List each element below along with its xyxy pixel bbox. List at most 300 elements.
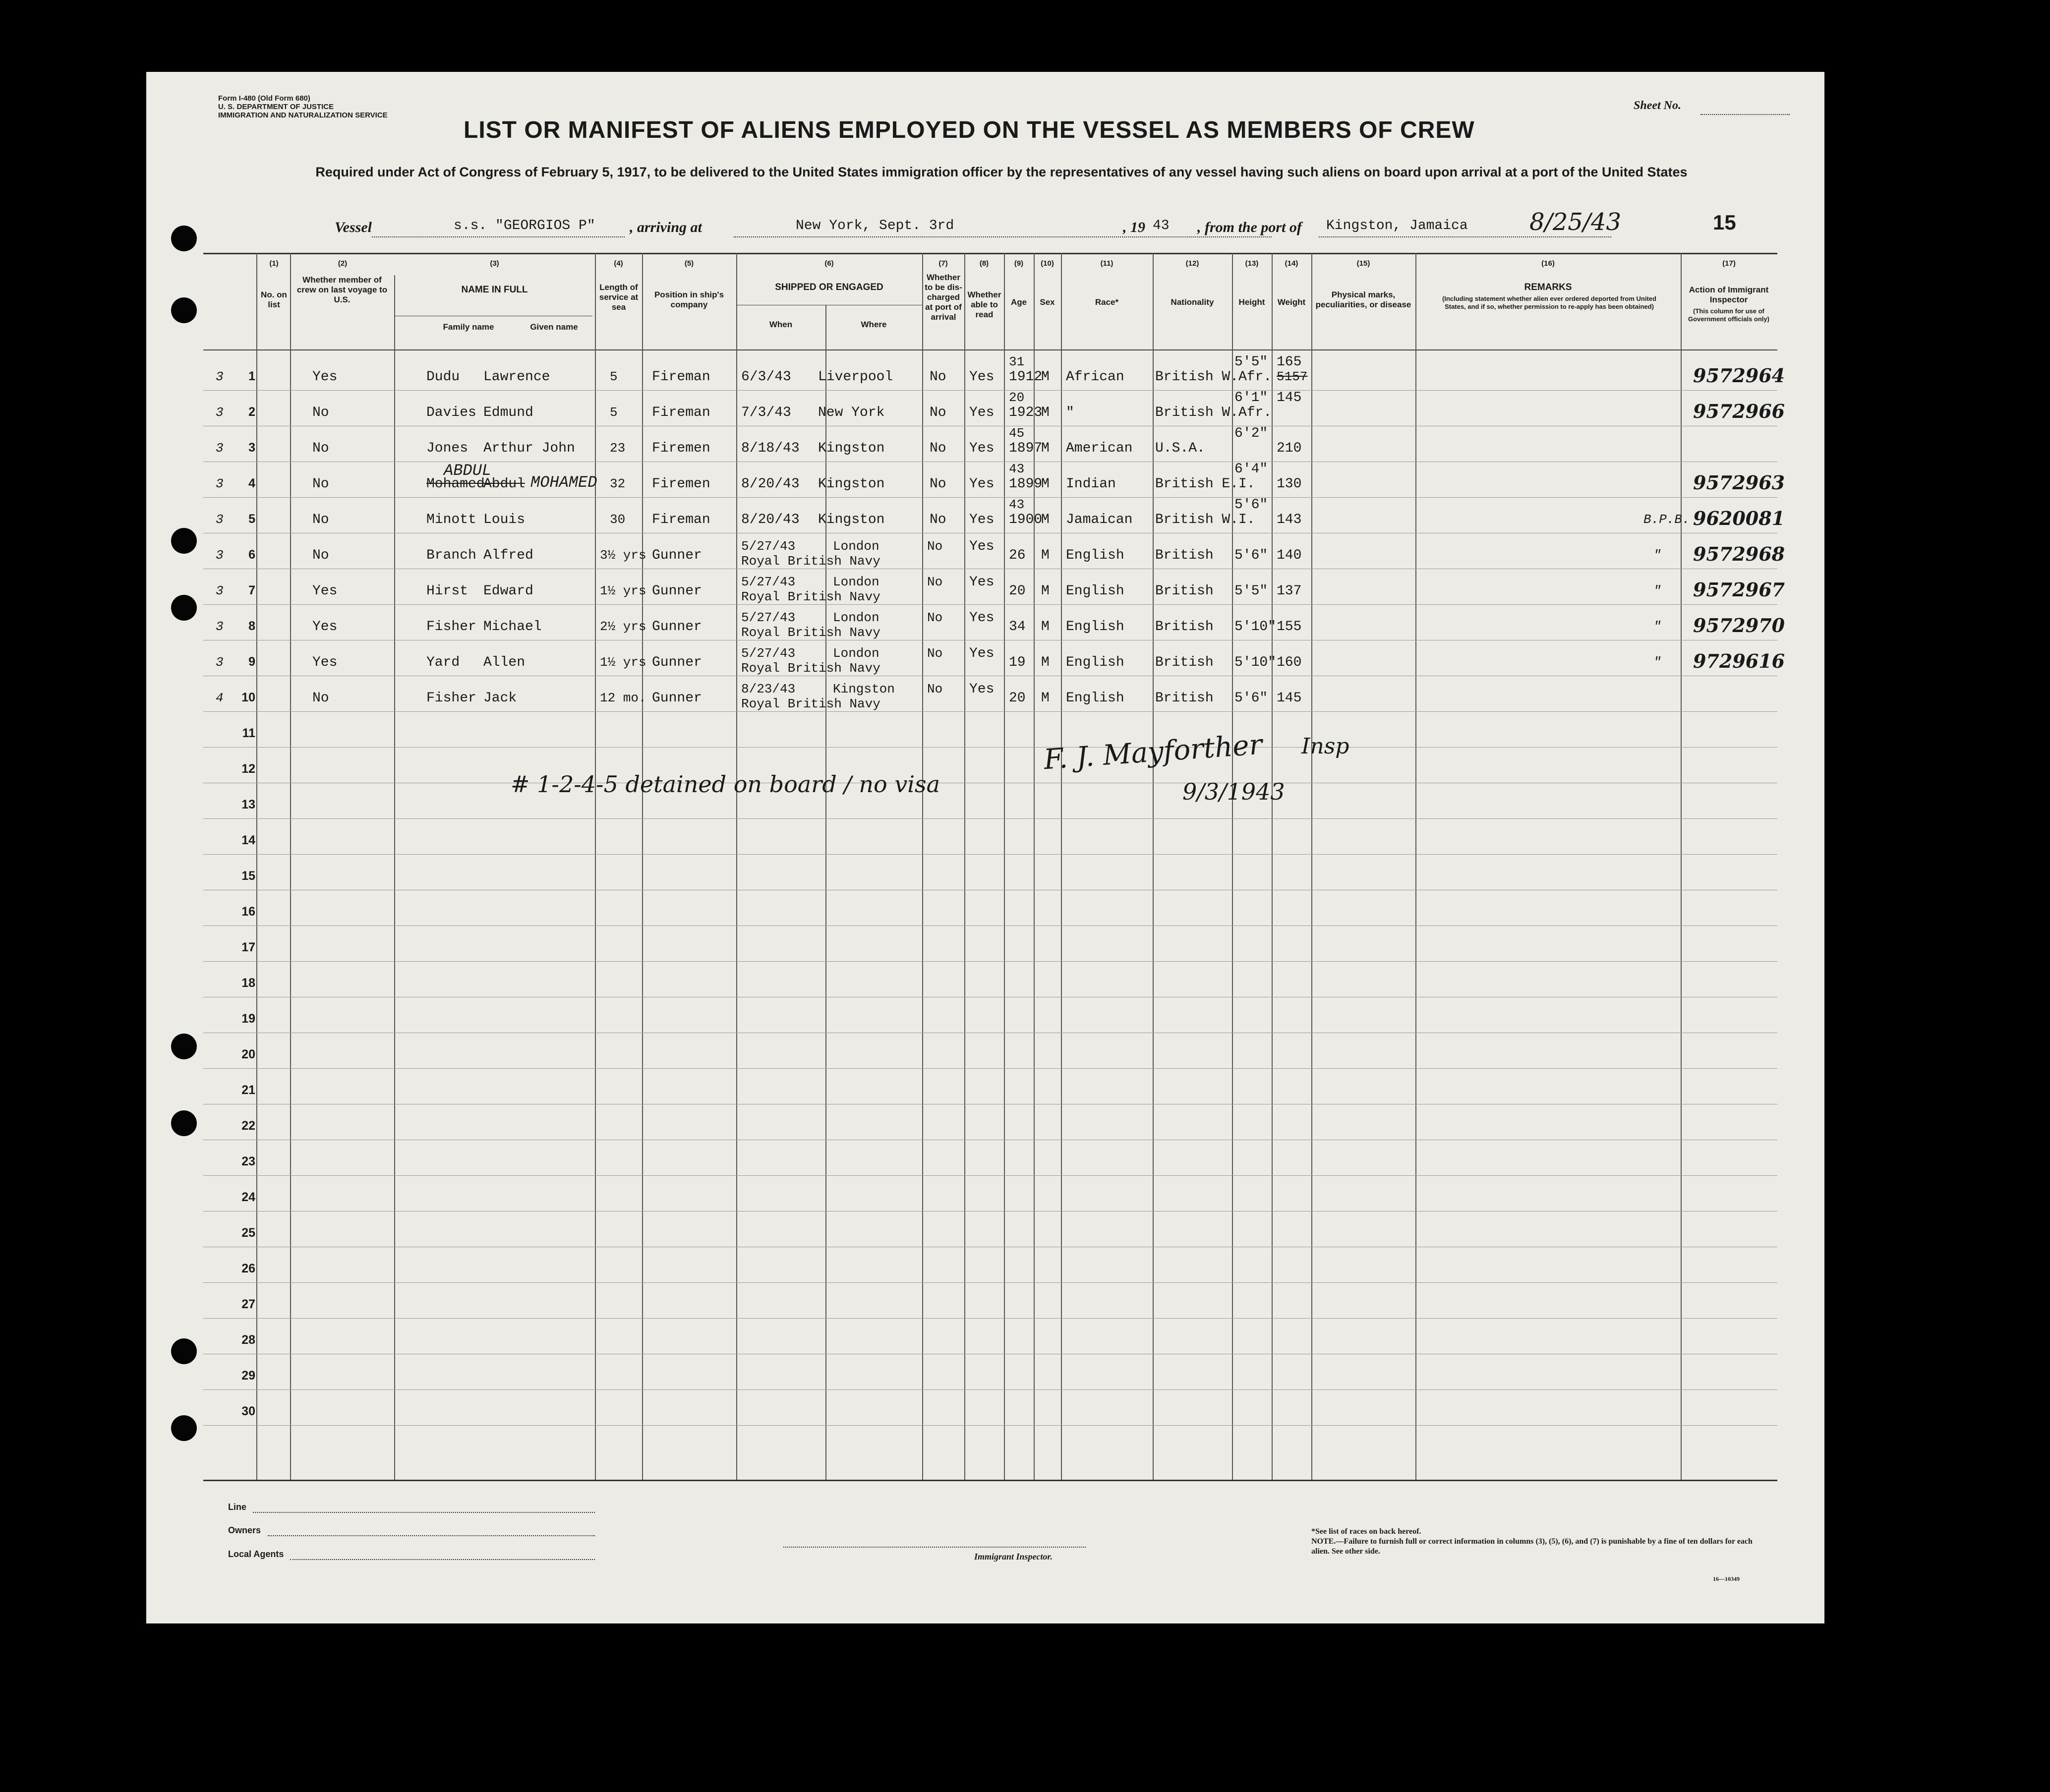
position-cell: Firemen [652, 476, 710, 492]
where-cell: Liverpool [818, 369, 893, 385]
last-voyage-cell: Yes [312, 369, 338, 385]
age-cell: 19 [1009, 655, 1026, 670]
age-cell: 20 [1009, 583, 1026, 599]
column-divider [736, 253, 737, 1480]
row-number: 3 [248, 441, 255, 455]
position-cell: Gunner [652, 619, 702, 635]
departure-port: Kingston, Jamaica [1326, 218, 1468, 233]
row-margin-mark: 3 [216, 441, 224, 456]
last-voyage-cell: No [312, 691, 329, 706]
height-cell: 5'6" [1234, 497, 1268, 513]
position-cell: Gunner [652, 583, 702, 599]
family-name-cell: Yard [426, 655, 460, 670]
header-weight: Weight [1277, 297, 1306, 307]
column-number: (12) [1185, 259, 1199, 268]
when-cell: 5/27/43 [741, 539, 796, 554]
row-rule [203, 1175, 1777, 1176]
header-physical-marks: Physical marks, peculiarities, or disease [1315, 290, 1411, 309]
navy-unit-cell: Royal British Navy [741, 625, 880, 640]
service-length-cell: 3½ yrs [600, 548, 646, 563]
header-last-voyage: Whether member of crew on last voyage to U.S. [296, 275, 388, 304]
inspector-control-number: 9620081 [1693, 507, 1785, 529]
given-name-cell: Allen [483, 655, 526, 670]
sex-cell: M [1041, 512, 1050, 527]
row-number: 14 [241, 833, 255, 847]
sex-cell: M [1041, 655, 1050, 670]
table-header-bottom [203, 349, 1777, 350]
service-length-cell: 32 [610, 476, 626, 491]
remarks-cell: " [1653, 619, 1661, 634]
weight-cell: 130 [1277, 476, 1302, 492]
from-port-line [1319, 236, 1611, 237]
service-length-cell: 5 [610, 405, 618, 420]
penalty-note: NOTE.—Failure to furnish full or correct information in columns (3), (5), (6), and (7) is punishable by a fine of ten dollars for each alien. See other side. [1311, 1537, 1753, 1556]
row-number: 24 [241, 1190, 255, 1204]
column-divider [1232, 253, 1233, 1480]
discharged-cell: No [927, 610, 943, 625]
given-name-cell: Abdul [483, 476, 526, 492]
column-number: (7) [938, 259, 948, 268]
nationality-cell: British [1155, 548, 1214, 563]
header-height: Height [1238, 297, 1265, 307]
column-divider [1004, 253, 1005, 1480]
birth-year-cell: 1899 [1009, 476, 1043, 492]
arriving-label: , arriving at [630, 219, 702, 235]
header-length-of-service: Length of service at sea [599, 283, 639, 312]
position-cell: Fireman [652, 369, 710, 385]
navy-unit-cell: Royal British Navy [741, 554, 880, 569]
header-shipped-or-engaged: SHIPPED OR ENGAGED [775, 282, 883, 292]
column-divider [290, 253, 291, 1480]
family-name-cell: Fisher [426, 691, 476, 706]
row-number: 12 [241, 762, 255, 776]
local-agents-label: Local Agents [228, 1549, 284, 1559]
given-name-cell: Edward [483, 583, 533, 599]
able-to-read-cell: Yes [969, 369, 995, 385]
nationality-cell: British [1155, 619, 1214, 635]
service-length-cell: 5 [610, 369, 618, 384]
header-given-name: Given name [530, 322, 578, 332]
able-to-read-cell: Yes [969, 682, 995, 697]
header-race: Race* [1095, 297, 1119, 307]
row-number: 1 [248, 369, 255, 383]
row-rule [203, 925, 1777, 926]
column-divider [922, 253, 923, 1480]
where-cell: Kingston [833, 682, 895, 696]
header-age: Age [1010, 297, 1027, 307]
row-margin-mark: 3 [216, 369, 224, 384]
row-margin-mark: 3 [216, 655, 224, 670]
service-length-cell: 23 [610, 441, 626, 456]
able-to-read-cell: Yes [969, 575, 995, 590]
last-voyage-cell: No [312, 548, 329, 563]
inspector-control-number: 9572968 [1693, 543, 1785, 565]
family-name-cell: Minott [426, 512, 476, 527]
age-cell: 20 [1009, 691, 1026, 706]
position-cell: Gunner [652, 691, 702, 706]
weight-cell: 145 [1277, 691, 1302, 706]
position-cell: Firemen [652, 441, 710, 456]
header-no-on-list: No. on list [261, 290, 287, 309]
nationality-cell: U.S.A. [1155, 441, 1205, 456]
row-number: 11 [242, 726, 255, 740]
row-number: 7 [248, 583, 255, 597]
row-margin-mark: 3 [216, 476, 224, 491]
column-divider [256, 253, 257, 1480]
row-rule [203, 1211, 1777, 1212]
height-cell: 6'4" [1234, 462, 1268, 477]
column-number: (15) [1356, 259, 1370, 268]
row-number: 26 [241, 1262, 255, 1275]
row-number: 2 [248, 405, 255, 419]
nationality-cell: British [1155, 655, 1214, 670]
birth-year-cell: 1912 [1009, 369, 1043, 385]
discharged-cell: No [927, 575, 943, 589]
discharged-cell: No [930, 512, 946, 527]
weight-cell: 210 [1277, 441, 1302, 456]
page-number: 15 [1713, 211, 1736, 234]
column-number: (1) [269, 259, 279, 268]
able-to-read-cell: Yes [969, 476, 995, 492]
row-rule [203, 711, 1777, 712]
race-cell: American [1066, 441, 1133, 456]
column-divider [1311, 253, 1312, 1480]
header-nationality: Nationality [1171, 297, 1214, 307]
inspector-signature: F. J. Mayforther [1043, 728, 1264, 776]
column-number: (5) [684, 259, 694, 268]
punch-hole [171, 226, 197, 251]
row-margin-mark: 3 [216, 512, 224, 527]
row-rule [203, 961, 1777, 962]
row-number: 22 [241, 1119, 255, 1133]
when-cell: 5/27/43 [741, 575, 796, 589]
table-bottom-border [203, 1480, 1777, 1481]
age-cell: 43 [1009, 497, 1025, 512]
arriving-port: New York, Sept. 3rd [796, 218, 954, 233]
height-cell: 5'5" [1234, 354, 1268, 370]
nationality-cell: British [1155, 583, 1214, 599]
where-cell: London [833, 539, 879, 554]
arriving-line [734, 236, 1272, 237]
discharged-cell: No [927, 646, 943, 661]
header-position: Position in ship's company [654, 290, 724, 309]
when-cell: 5/27/43 [741, 610, 796, 625]
weight-struck-cell: 5157 [1277, 369, 1308, 384]
weight-cell: 143 [1277, 512, 1302, 527]
row-rule [203, 747, 1777, 748]
row-number: 6 [248, 548, 255, 562]
service-length-cell: 2½ yrs [600, 619, 646, 634]
owners-field [268, 1535, 595, 1536]
column-number: (10) [1041, 259, 1054, 268]
department-name: U. S. DEPARTMENT OF JUSTICE [218, 103, 334, 111]
position-cell: Fireman [652, 405, 710, 420]
row-rule [203, 818, 1777, 819]
able-to-read-cell: Yes [969, 405, 995, 420]
height-cell: 5'5" [1234, 583, 1268, 599]
when-cell: 8/18/43 [741, 441, 800, 456]
sheet-number-line [1700, 114, 1790, 115]
inspector-control-number: 9572970 [1693, 614, 1785, 636]
family-name-cell: Dudu [426, 369, 460, 385]
when-cell: 8/20/43 [741, 512, 800, 527]
row-number: 4 [248, 476, 255, 490]
column-divider [1681, 253, 1682, 1480]
row-number: 25 [241, 1226, 255, 1240]
column-number: (13) [1245, 259, 1259, 268]
discharged-cell: No [930, 441, 946, 456]
nationality-cell: British W.Afr. [1155, 369, 1272, 385]
column-divider [394, 275, 395, 1480]
remarks-cell: B.P.B. [1643, 512, 1690, 527]
column-divider [1061, 253, 1062, 1480]
column-number: (3) [490, 259, 499, 268]
able-to-read-cell: Yes [969, 539, 995, 554]
when-cell: 7/3/43 [741, 405, 791, 420]
row-number: 29 [241, 1369, 255, 1383]
punch-hole [171, 1110, 197, 1136]
row-number: 28 [241, 1333, 255, 1347]
column-number: (16) [1541, 259, 1555, 268]
discharged-cell: No [930, 369, 946, 385]
handwritten-date: 8/25/43 [1529, 208, 1622, 236]
where-cell: London [833, 610, 879, 625]
row-rule [203, 1389, 1777, 1390]
sex-cell: M [1041, 441, 1050, 456]
header-name-in-full: NAME IN FULL [461, 285, 528, 295]
row-number: 23 [241, 1155, 255, 1168]
manifest-title: LIST OR MANIFEST OF ALIENS EMPLOYED ON THE VESSEL AS MEMBERS OF CREW [464, 117, 1475, 143]
column-number: (9) [1014, 259, 1024, 268]
row-number: 18 [241, 976, 255, 990]
position-cell: Fireman [652, 512, 710, 527]
position-cell: Gunner [652, 548, 702, 563]
row-number: 17 [241, 940, 255, 954]
weight-cell: 137 [1277, 583, 1302, 599]
column-divider [595, 253, 596, 1480]
immigrant-inspector-label: Immigrant Inspector. [974, 1552, 1053, 1561]
form-number: Form I-480 (Old Form 680) [218, 94, 310, 103]
race-cell: Jamaican [1066, 512, 1133, 527]
family-name-correction: ABDUL [444, 462, 492, 480]
punch-hole [171, 1034, 197, 1059]
line-label: Line [228, 1502, 247, 1512]
header-where: Where [861, 320, 887, 329]
given-name-cell: Lawrence [483, 369, 550, 385]
service-name: IMMIGRATION AND NATURALIZATION SERVICE [218, 111, 388, 119]
birth-year-cell: 1900 [1009, 512, 1043, 527]
weight-cell: 155 [1277, 619, 1302, 635]
column-number: (6) [824, 259, 834, 268]
inspector-control-number: 9572963 [1693, 471, 1785, 494]
manifest-sheet [146, 72, 1824, 1623]
column-number: (11) [1100, 259, 1113, 268]
service-length-cell: 30 [610, 512, 626, 527]
header-remarks: REMARKS [1524, 282, 1572, 292]
sheet-number-label: Sheet No. [1634, 99, 1681, 112]
nationality-cell: British E.I. [1155, 476, 1255, 492]
row-rule [203, 604, 1777, 605]
given-name-cell: Michael [483, 619, 542, 635]
height-cell: 5'10" [1234, 655, 1277, 670]
discharged-cell: No [930, 405, 946, 420]
given-name-cell: Edmund [483, 405, 533, 420]
family-name-cell: Mohamed [426, 476, 485, 492]
when-cell: 8/23/43 [741, 682, 796, 696]
row-rule [203, 1318, 1777, 1319]
inspector-control-number: 9572967 [1693, 578, 1785, 601]
line-field [253, 1512, 595, 1513]
row-number: 27 [241, 1297, 255, 1311]
nationality-cell: British W.Afr. [1155, 405, 1272, 420]
last-voyage-cell: Yes [312, 619, 338, 635]
inspector-control-number: 9729616 [1693, 650, 1785, 672]
age-cell: 43 [1009, 462, 1025, 476]
punch-hole [171, 528, 197, 554]
vessel-label: Vessel [335, 219, 372, 235]
last-voyage-cell: No [312, 476, 329, 492]
birth-year-cell: 1923 [1009, 405, 1043, 420]
given-name-cell: Jack [483, 691, 517, 706]
when-cell: 5/27/43 [741, 646, 796, 661]
age-cell: 20 [1009, 390, 1025, 405]
row-number: 16 [241, 905, 255, 919]
birth-year-cell: 1897 [1009, 441, 1043, 456]
header-inspector-action: Action of Immigrant Inspector [1689, 285, 1769, 304]
manifest-subtitle: Required under Act of Congress of February 5, 1917, to be delivered to the United States immigration officer by the representatives of any vessel having such aliens on board upon arrival at a port of the United States [315, 165, 1688, 179]
races-note: *See list of races on back hereof. [1311, 1527, 1421, 1536]
where-cell: London [833, 646, 879, 661]
row-rule [203, 854, 1777, 855]
row-number: 13 [241, 798, 255, 811]
last-voyage-cell: No [312, 512, 329, 527]
age-cell: 45 [1009, 426, 1025, 441]
given-name-cell: Louis [483, 512, 526, 527]
table-top-border [203, 253, 1777, 254]
row-number: 19 [241, 1012, 255, 1026]
row-margin-mark: 3 [216, 619, 224, 634]
sex-cell: M [1041, 619, 1050, 635]
year-prefix: , 19 [1123, 219, 1145, 235]
row-number: 8 [248, 619, 255, 633]
service-length-cell: 1½ yrs [600, 655, 646, 670]
last-voyage-cell: Yes [312, 655, 338, 670]
row-number: 9 [248, 655, 255, 669]
nationality-cell: British W.I. [1155, 512, 1255, 527]
row-rule [203, 1068, 1777, 1069]
form-id [218, 94, 388, 119]
weight-cell: 145 [1277, 390, 1302, 405]
sex-cell: M [1041, 405, 1050, 420]
column-divider [1415, 253, 1416, 1480]
header-remarks-note: (Including statement whether alien ever ordered deported from United States, and if so, whether permission to re-apply has been obtained) [1442, 295, 1656, 310]
race-cell: English [1066, 583, 1124, 599]
weight-cell: 165 [1277, 354, 1302, 370]
race-cell: English [1066, 691, 1124, 706]
family-name-cell: Fisher [426, 619, 476, 635]
header-when: When [769, 320, 793, 329]
sex-cell: M [1041, 369, 1050, 385]
race-cell: African [1066, 369, 1124, 385]
header-discharged: Whether to be dis-charged at port of arrival [925, 273, 962, 322]
able-to-read-cell: Yes [969, 512, 995, 527]
remarks-cell: " [1653, 655, 1661, 670]
inspector-control-number: 9572964 [1693, 364, 1785, 387]
signature-title: Insp [1301, 734, 1349, 759]
weight-cell: 160 [1277, 655, 1302, 670]
signature-date: 9/3/1943 [1182, 778, 1285, 805]
column-number: (2) [338, 259, 348, 268]
inspector-control-number: 9572966 [1693, 400, 1785, 422]
navy-unit-cell: Royal British Navy [741, 661, 880, 676]
weight-cell: 140 [1277, 548, 1302, 563]
header-able-to-read: Whether able to read [967, 290, 1001, 319]
navy-unit-cell: Royal British Navy [741, 696, 880, 711]
able-to-read-cell: Yes [969, 610, 995, 626]
punch-hole [171, 595, 197, 621]
height-cell: 5'6" [1234, 548, 1268, 563]
year-value: 43 [1153, 218, 1170, 233]
age-cell: 26 [1009, 548, 1026, 563]
last-voyage-cell: No [312, 405, 329, 420]
row-rule [203, 1425, 1777, 1426]
height-cell: 6'2" [1234, 426, 1268, 441]
able-to-read-cell: Yes [969, 441, 995, 456]
given-name-cell: Arthur John [483, 441, 575, 456]
row-number: 21 [241, 1083, 255, 1097]
column-number: (14) [1285, 259, 1298, 268]
punch-hole [171, 1415, 197, 1441]
owners-label: Owners [228, 1525, 261, 1535]
remarks-cell: " [1653, 548, 1661, 563]
row-rule [203, 497, 1777, 498]
sex-cell: M [1041, 691, 1050, 706]
race-cell: English [1066, 655, 1124, 670]
punch-hole [171, 1338, 197, 1364]
vessel-line [372, 236, 625, 237]
sex-cell: M [1041, 583, 1050, 599]
row-number: 5 [248, 512, 255, 526]
service-length-cell: 1½ yrs [600, 583, 646, 598]
column-number: (8) [979, 259, 989, 268]
print-code: 16—10349 [1713, 1575, 1740, 1582]
last-voyage-cell: No [312, 441, 329, 456]
column-divider [964, 253, 965, 1480]
row-number: 20 [241, 1047, 255, 1061]
column-divider [1034, 253, 1035, 1480]
sex-cell: M [1041, 548, 1050, 563]
local-agents-field [290, 1559, 595, 1560]
height-cell: 5'10" [1234, 619, 1277, 635]
where-cell: Kingston [818, 441, 885, 456]
discharged-cell: No [927, 539, 943, 554]
given-name-cell: Alfred [483, 548, 533, 563]
last-voyage-cell: Yes [312, 583, 338, 599]
where-cell: Kingston [818, 512, 885, 527]
header-inspector-note: (This column for use of Government officials only) [1688, 307, 1769, 323]
navy-unit-cell: Royal British Navy [741, 589, 880, 604]
race-cell: English [1066, 619, 1124, 635]
column-number: (4) [614, 259, 623, 268]
column-number: (17) [1722, 259, 1736, 268]
discharged-cell: No [927, 682, 943, 696]
from-port-label: , from the port of [1197, 219, 1302, 235]
punch-hole [171, 297, 197, 323]
nationality-cell: British [1155, 691, 1214, 706]
column-divider [1272, 253, 1273, 1480]
row-rule [203, 390, 1777, 391]
row-rule [203, 1282, 1777, 1283]
